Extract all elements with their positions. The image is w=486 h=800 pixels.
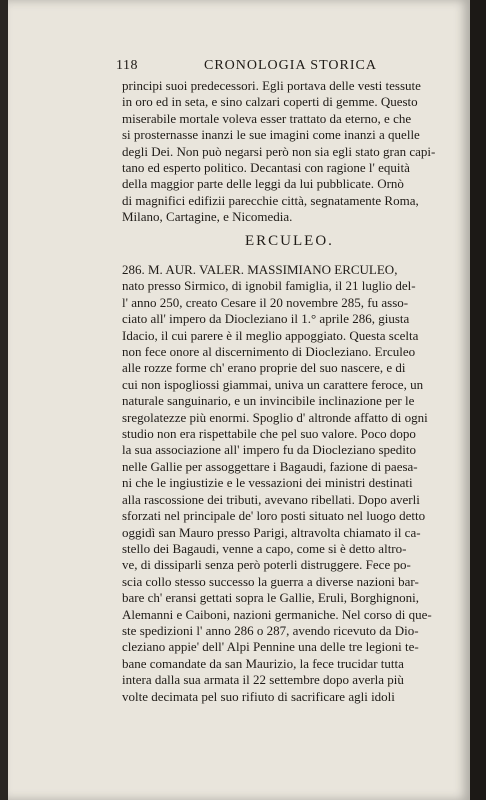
section-title: ERCULEO. <box>245 233 334 249</box>
text-line: cleziano appie' dell' Alpi Pennine una delle tre legioni te- <box>122 639 419 655</box>
book-gutter-shadow <box>470 0 486 800</box>
text-line: Idacio, il cui parere è il meglio appoggiato. Questa scelta <box>122 327 419 343</box>
text-line: ciato all' impero da Diocleziano il 1.° aprile 286, giusta <box>122 311 410 327</box>
text-line: volte decimata pel suo rifiuto di sacrificare agli idoli <box>122 688 395 704</box>
paragraph-2 <box>122 262 458 705</box>
text-line: 286. M. AUR. VALER. MASSIMIANO ERCULEO, <box>122 262 398 277</box>
paragraph-1 <box>122 78 458 226</box>
text-line: degli Dei. Non può negarsi però non sia egli stato gran capi- <box>122 143 436 159</box>
text-line: Milano, Cartagine, e Nicomedia. <box>122 209 293 225</box>
text-line: alle rozze forme ch' erano proprie del suo nascere, e di <box>122 360 406 376</box>
page-header <box>116 58 416 78</box>
text-line: la sua associazione all' impero fu da Diocleziano spedito <box>122 442 417 458</box>
text-line: tano ed esperto politico. Decantasi con ragione l' equità <box>122 160 410 176</box>
text-line: principi suoi predecessori. Egli portava delle vesti tessute <box>122 78 421 93</box>
book-page <box>8 0 470 800</box>
text-line: nelle Gallie per assoggettare i Bagaudi, fazione di paesa- <box>122 458 418 474</box>
text-line: l' anno 250, creato Cesare il 20 novembre 285, fu asso- <box>122 294 409 310</box>
text-line: nato presso Sirmico, di ignobil famiglia, il 21 luglio del- <box>122 278 416 294</box>
text-line: ve, di dissiparli senza però poterli distruggere. Fece po- <box>122 557 411 573</box>
text-line: cui non ispogliossi giammai, univa un carattere feroce, un <box>122 376 424 392</box>
text-line: ni che le ingiustizie e le vessazioni dei ministri destinati <box>122 475 413 491</box>
text-line: sforzati nel principale de' loro posti situato nel luogo detto <box>122 508 426 524</box>
text-line: miserabile mortale voleva esser trattato da eterno, e che <box>122 110 412 126</box>
text-line: della maggior parte delle leggi da lui pubblicate. Ornò <box>122 176 404 192</box>
text-line: scia collo stesso successo la guerra a diverse nazioni bar- <box>122 573 419 589</box>
text-line: si prosternasse inanzi le sue imagini come inanzi a quelle <box>122 127 420 143</box>
text-line: naturale sanguinario, e un invincibile inclinazione per le <box>122 393 415 409</box>
text-line: studio non era rispettabile che pel suo valore. Poco dopo <box>122 426 416 442</box>
text-line: stello dei Bagaudi, venne a capo, come si è detto altro- <box>122 540 407 556</box>
text-line: in oro ed in seta, e sino calzari coperti di gemme. Questo <box>122 94 418 110</box>
text-line: intera dalla sua armata il 22 settembre dopo averla più <box>122 672 404 688</box>
text-line: alla rascossione dei tributi, avevano ribellati. Dopo averli <box>122 491 420 507</box>
text-line: oggidì san Mauro presso Parigi, altravolta chiamato il ca- <box>122 524 421 540</box>
text-line: bane comandate da san Maurizio, la fece trucidar tutta <box>122 655 404 671</box>
text-line: non fece onore al discernimento di Diocleziano. Erculeo <box>122 344 416 360</box>
running-head: CRONOLOGIA STORICA <box>204 58 377 73</box>
text-line: sregolatezze più enormi. Spoglio d' altronde affatto di ogni <box>122 409 428 425</box>
text-line: bare ch' eransi gettati sopra le Gallie, Eruli, Borghignoni, <box>122 590 420 606</box>
page-number: 118 <box>116 58 138 73</box>
text-line: di magnifici edifizii parecchie città, segnatamente Roma, <box>122 192 419 208</box>
text-line: Alemanni e Caiboni, nazioni germaniche. Nel corso di que- <box>122 606 432 622</box>
text-line: ste spedizioni l' anno 286 o 287, avendo ricevuto da Dio- <box>122 622 419 638</box>
